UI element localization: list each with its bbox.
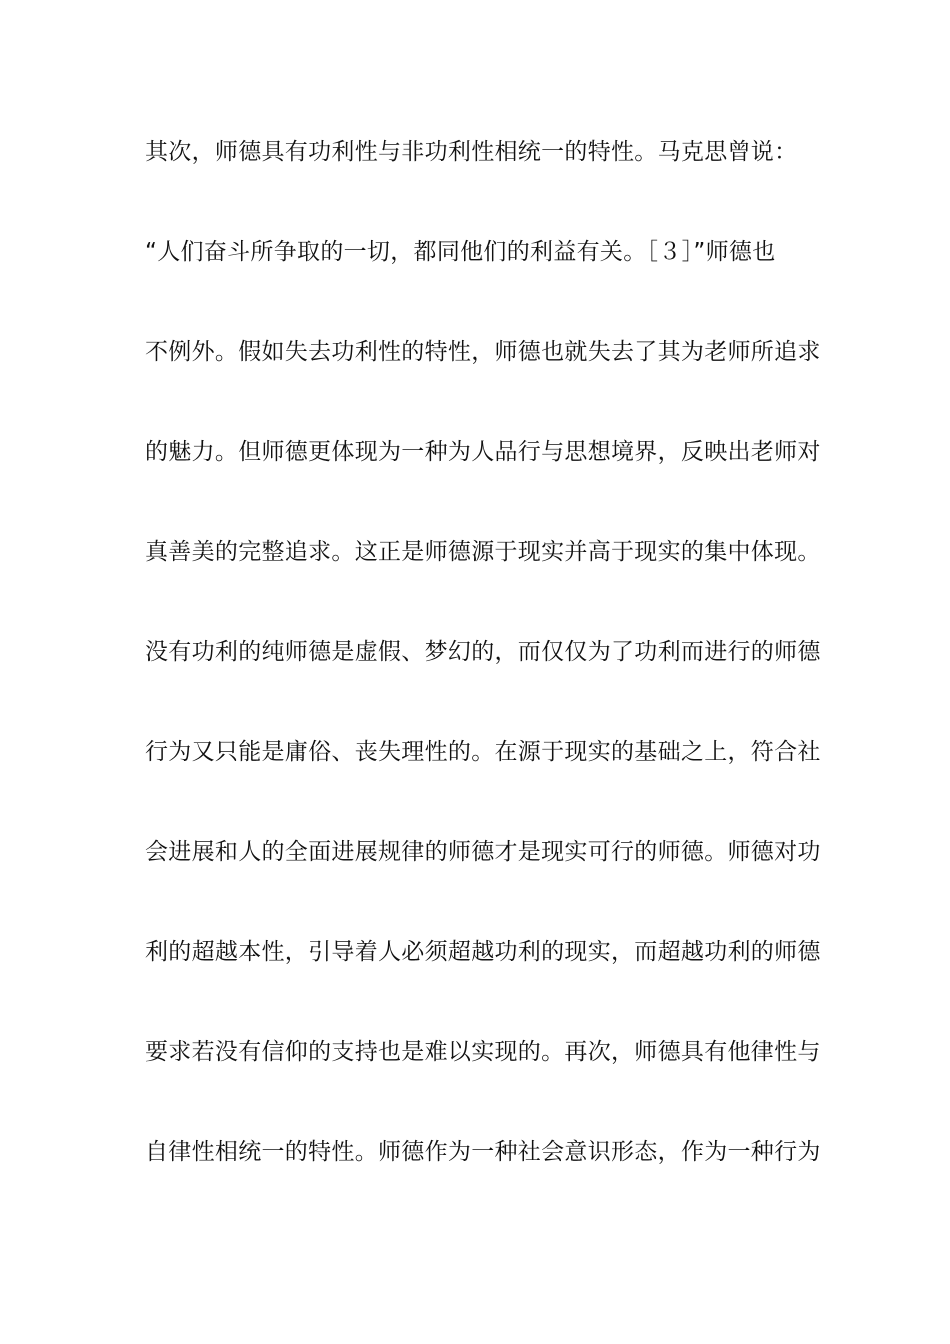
text-line-9: 利的超越本性，引导着人必须超越功利的现实，而超越功利的师德 [145, 939, 821, 965]
text-line-7: 行为又只能是庸俗、丧失理性的。在源于现实的基础之上，符合社 [145, 739, 821, 765]
text-line-8: 会进展和人的全面进展规律的师德才是现实可行的师德。师德对功 [145, 839, 821, 865]
text-line-5: 真善美的完整追求。这正是师德源于现实并高于现实的集中体现。 [145, 539, 821, 565]
text-line-6: 没有功利的纯师德是虚假、梦幻的，而仅仅为了功利而进行的师德 [145, 639, 821, 665]
text-line-11: 自律性相统一的特性。师德作为一种社会意识形态，作为一种行为 [145, 1139, 821, 1165]
text-line-10: 要求若没有信仰的支持也是难以实现的。再次，师德具有他律性与 [145, 1039, 821, 1065]
text-line-2: “人们奋斗所争取的一切，都同他们的利益有关。［３］”师德也 [145, 239, 776, 265]
text-line-3: 不例外。假如失去功利性的特性，师德也就失去了其为老师所追求 [145, 339, 821, 365]
text-line-4: 的魅力。但师德更体现为一种为人品行与思想境界，反映出老师对 [145, 439, 821, 465]
body-text [145, 127, 821, 1227]
text-line-1: 其次，师德具有功利性与非功利性相统一的特性。马克思曾说： [145, 139, 798, 165]
